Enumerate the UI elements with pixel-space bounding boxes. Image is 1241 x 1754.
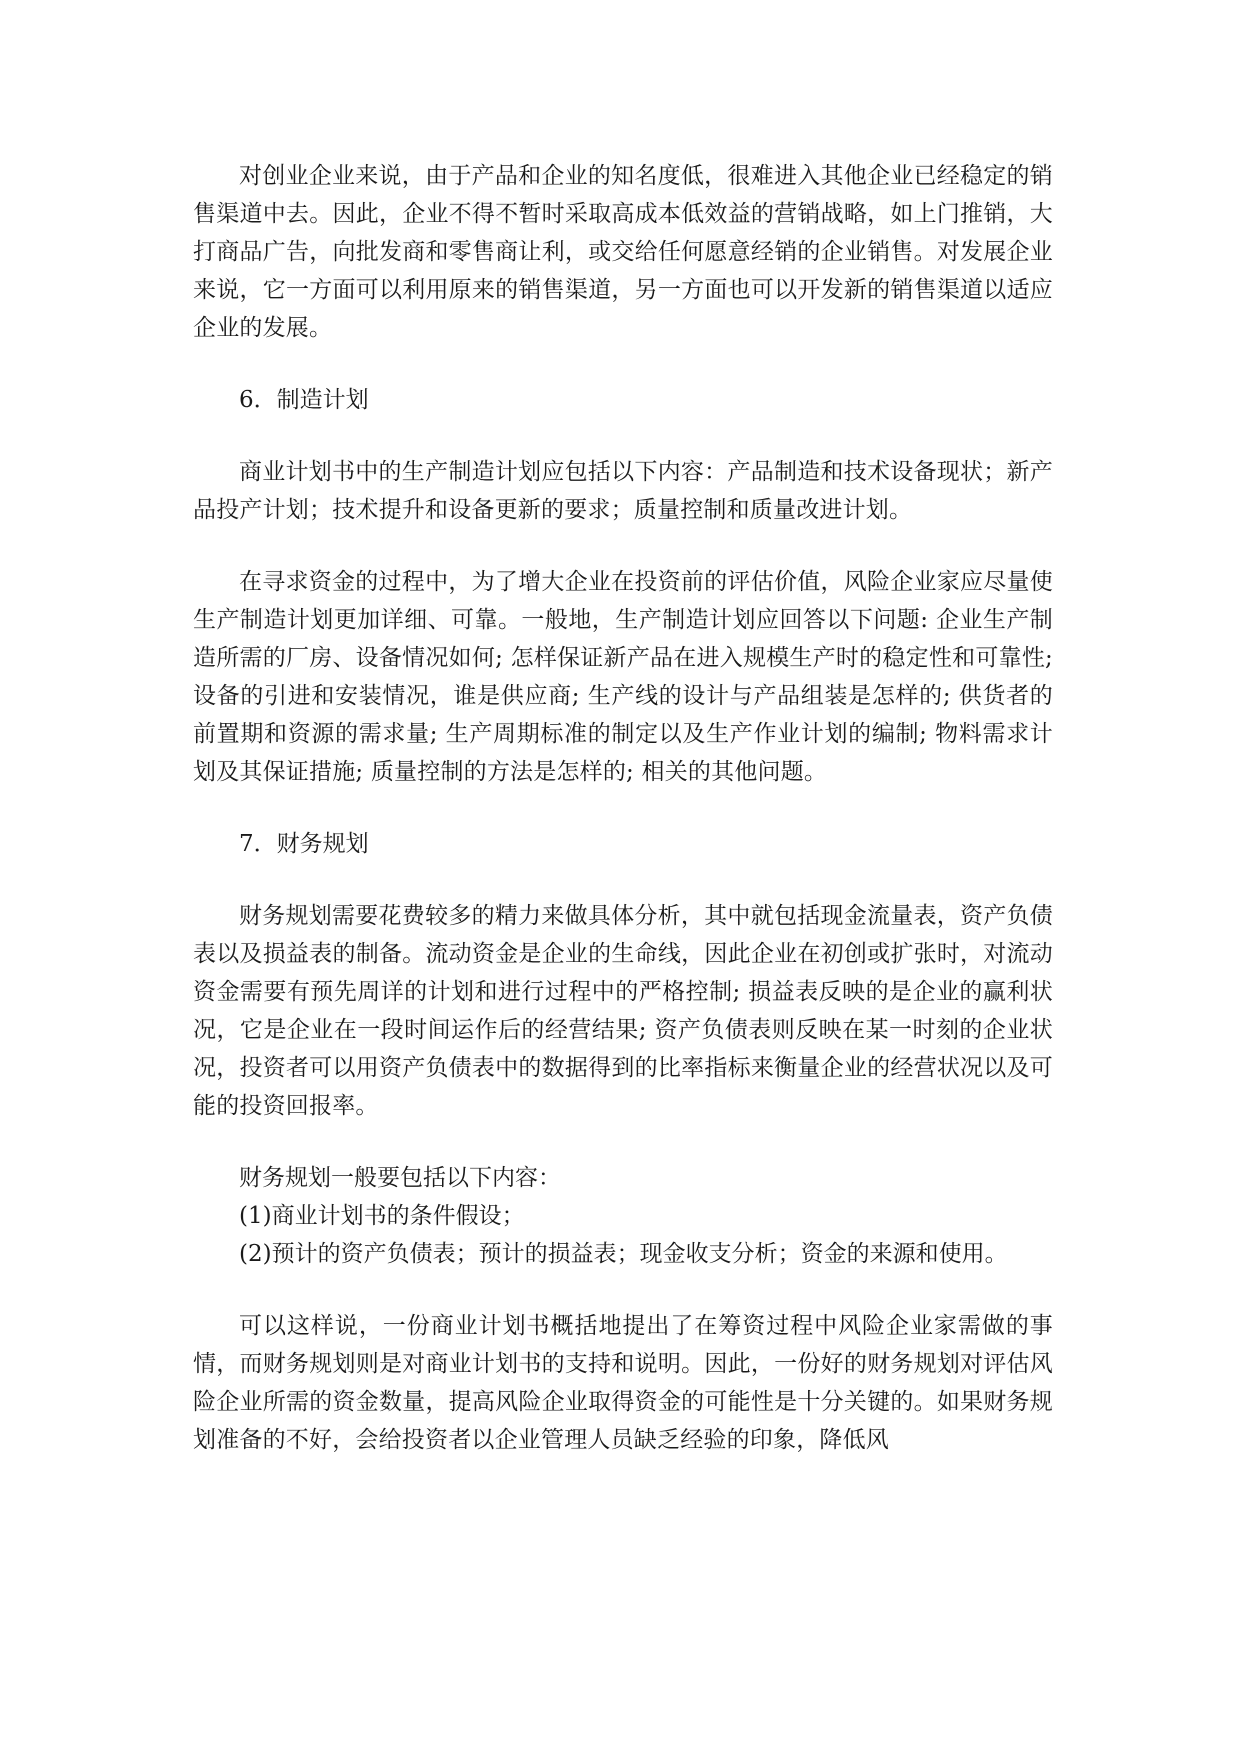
section-heading-financial-planning: 7．财务规划 — [239, 831, 369, 857]
list-item: (1)商业计划书的条件假设； — [239, 1203, 525, 1229]
list-intro-line: 财务规划一般要包括以下内容： — [239, 1165, 561, 1191]
paragraph-financial-statements: 财务规划需要花费较多的精力来做具体分析，其中就包括现金流量表，资产负债表以及损益表的制备。流动资金是企业的生命线，因此企业在初创或扩张时，对流动资金需要有预先周详的计划和进行过程中的严格控制; 损益表反映的是企业的赢利状况，它是企业在一段时间运作后的经营结果; 资产负债表则反映在某一时刻的企业状况，投资者可以用资产负债表中的数据得到的比率指标来衡量企业的经营状况以及可能的投资回报率。 — [193, 903, 1053, 1119]
financial-plan-contents-list — [193, 1159, 1053, 1273]
paragraph-manufacturing-contents: 商业计划书中的生产制造计划应包括以下内容：产品制造和技术设备现状；新产品投产计划；技术提升和设备更新的要求；质量控制和质量改进计划。 — [193, 459, 1053, 523]
paragraph-financial-importance: 可以这样说，一份商业计划书概括地提出了在筹资过程中风险企业家需做的事情，而财务规划则是对商业计划书的支持和说明。因此，一份好的财务规划对评估风险企业所需的资金数量，提高风险企业取得资金的可能性是十分关键的。如果财务规划准备的不好，会给投资者以企业管理人员缺乏经验的印象，降低风 — [193, 1313, 1053, 1453]
document-body — [193, 157, 1053, 1459]
paragraph-manufacturing-questions: 在寻求资金的过程中，为了增大企业在投资前的评估价值，风险企业家应尽量使生产制造计划更加详细、可靠。一般地，生产制造计划应回答以下问题: 企业生产制造所需的厂房、设备情况如何; 怎样保证新产品在进入规模生产时的稳定性和可靠性; 设备的引进和安装情况，谁是供应商; 生产线的设计与产品组装是怎样的; 供货者的前置期和资源的需求量; 生产周期标准的制定以及生产作业计划的编制; 物料需求计划及其保证措施; 质量控制的方法是怎样的; 相关的其他问题。 — [193, 569, 1053, 785]
list-item: (2)预计的资产负债表；预计的损益表；现金收支分析；资金的来源和使用。 — [239, 1241, 1008, 1267]
paragraph-sales-channels: 对创业企业来说，由于产品和企业的知名度低，很难进入其他企业已经稳定的销售渠道中去。因此，企业不得不暂时采取高成本低效益的营销战略，如上门推销，大打商品广告，向批发商和零售商让利，或交给任何愿意经销的企业销售。对发展企业来说，它一方面可以利用原来的销售渠道，另一方面也可以开发新的销售渠道以适应企业的发展。 — [193, 163, 1053, 341]
section-heading-manufacturing-plan: 6．制造计划 — [239, 387, 369, 413]
